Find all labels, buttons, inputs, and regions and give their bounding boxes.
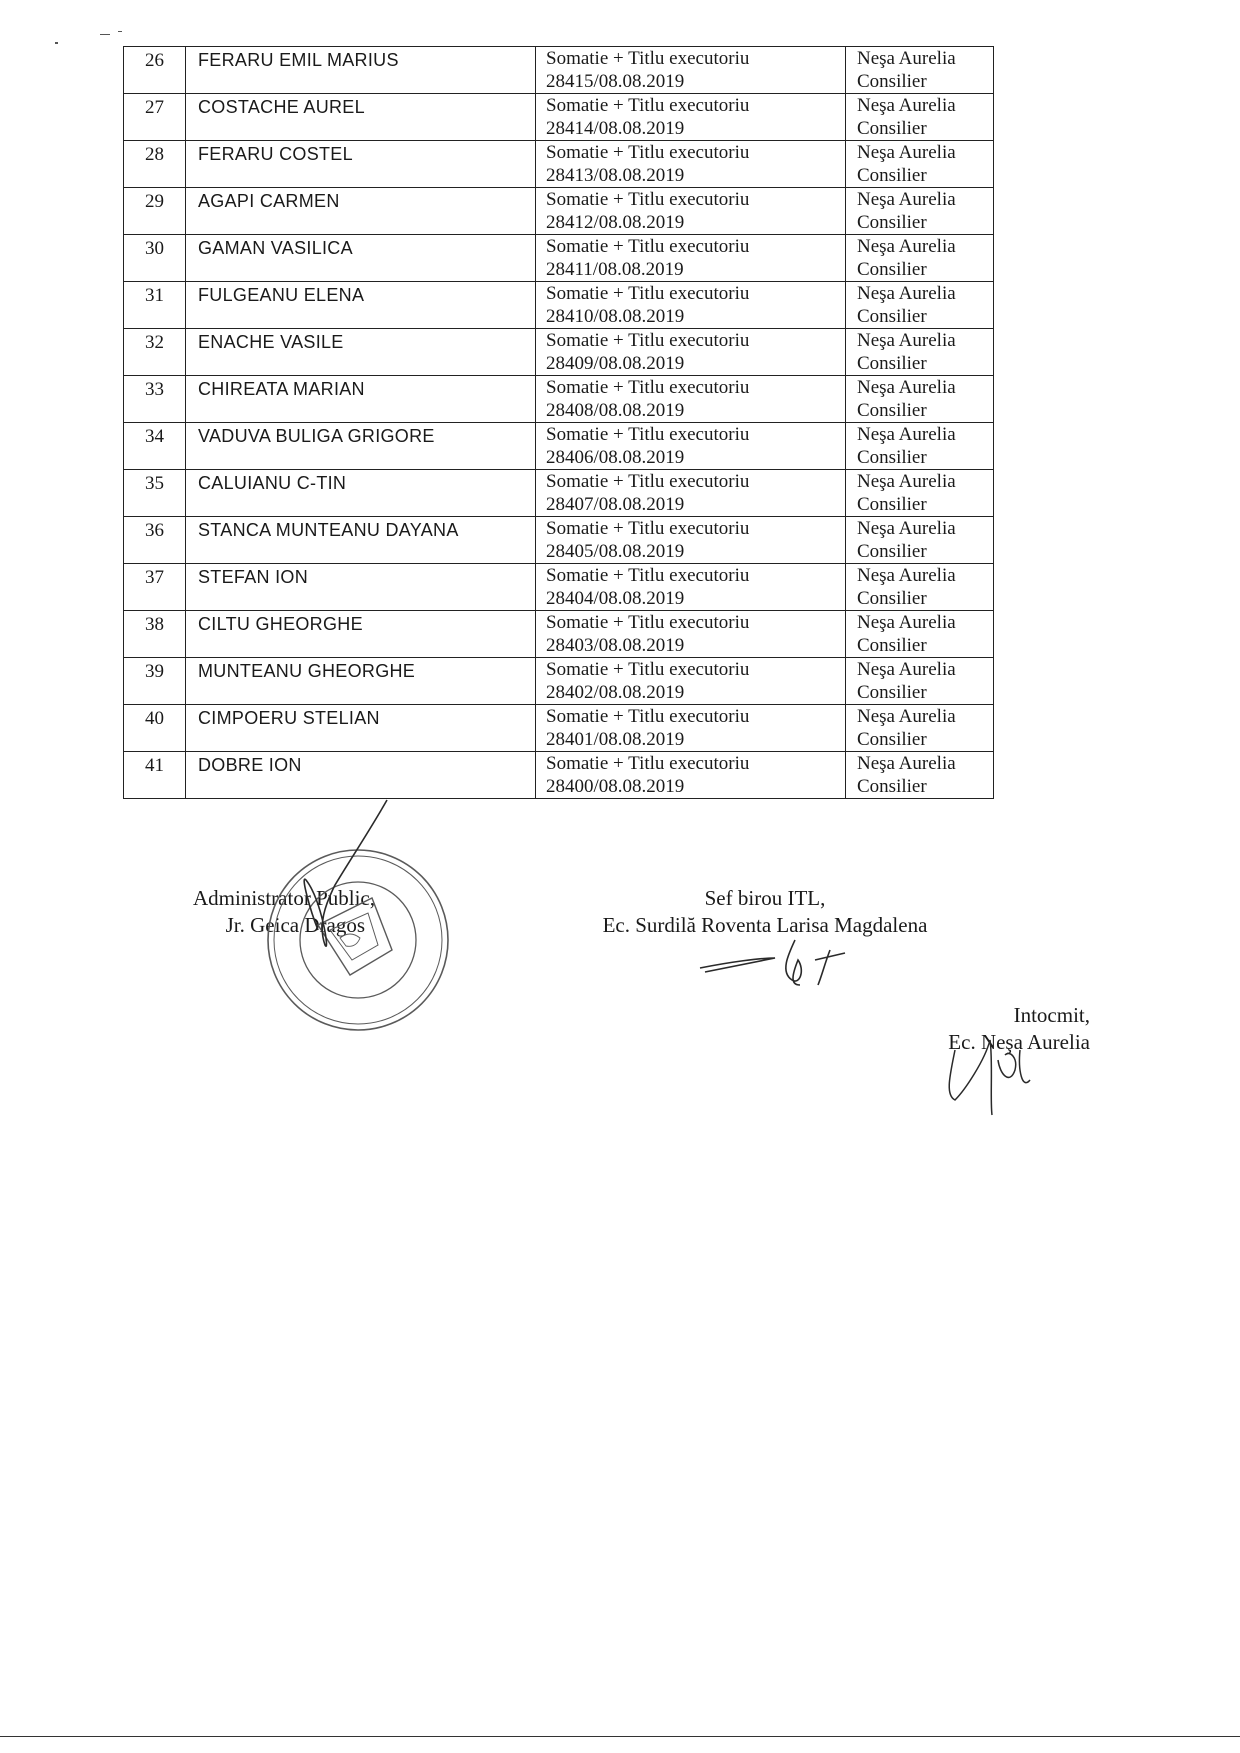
responsible-title: Consilier: [857, 635, 927, 656]
row-number-cell: [124, 423, 186, 470]
document-type: Somatie + Titlu executoriu: [546, 330, 750, 351]
admin-name: Jr. Geica Dragos: [225, 913, 365, 937]
document-cell: [536, 282, 846, 329]
row-number: 41: [145, 755, 164, 776]
row-number-cell: [124, 611, 186, 658]
document-cell: [536, 423, 846, 470]
row-number: 38: [145, 614, 164, 635]
row-number: 31: [145, 285, 164, 306]
document-number: 28414/08.08.2019: [546, 118, 685, 139]
responsible-name: Neşa Aurelia: [857, 565, 956, 586]
scan-speck: [55, 42, 58, 44]
name-cell: [186, 517, 536, 564]
responsible-cell: [846, 423, 994, 470]
official-stamp: [268, 850, 448, 1030]
document-number: 28404/08.08.2019: [546, 588, 685, 609]
responsible-name: Neşa Aurelia: [857, 48, 956, 69]
row-number-cell: [124, 141, 186, 188]
prepared-by-block: [900, 1002, 1090, 1056]
responsible-name: Neşa Aurelia: [857, 95, 956, 116]
row-number-cell: [124, 235, 186, 282]
bottom-rule: [0, 1736, 1240, 1737]
person-name: AGAPI CARMEN: [198, 191, 340, 211]
responsible-cell: [846, 752, 994, 799]
name-cell: [186, 705, 536, 752]
responsible-cell: [846, 564, 994, 611]
table-row: [124, 752, 994, 799]
itl-name: Ec. Surdilă Roventa Larisa Magdalena: [602, 913, 928, 937]
table-row: [124, 423, 994, 470]
document-number: 28403/08.08.2019: [546, 635, 685, 656]
responsible-title: Consilier: [857, 71, 927, 92]
responsible-cell: [846, 658, 994, 705]
person-name: MUNTEANU GHEORGHE: [198, 661, 416, 681]
document-type: Somatie + Titlu executoriu: [546, 753, 750, 774]
responsible-name: Neşa Aurelia: [857, 330, 956, 351]
row-number-cell: [124, 517, 186, 564]
document-type: Somatie + Titlu executoriu: [546, 612, 750, 633]
person-name: VADUVA BULIGA GRIGORE: [198, 426, 435, 446]
name-cell: [186, 141, 536, 188]
document-cell: [536, 752, 846, 799]
document-number: 28408/08.08.2019: [546, 400, 685, 421]
responsible-name: Neşa Aurelia: [857, 753, 956, 774]
person-name: CHIREATA MARIAN: [198, 379, 365, 399]
document-cell: [536, 329, 846, 376]
row-number-cell: [124, 376, 186, 423]
prepared-name: Ec. Neşa Aurelia: [948, 1030, 1090, 1054]
document-cell: [536, 564, 846, 611]
document-cell: [536, 235, 846, 282]
responsible-name: Neşa Aurelia: [857, 471, 956, 492]
document-number: 28401/08.08.2019: [546, 729, 685, 750]
responsible-name: Neşa Aurelia: [857, 424, 956, 445]
table-row: [124, 658, 994, 705]
document-type: Somatie + Titlu executoriu: [546, 95, 750, 116]
responsible-cell: [846, 282, 994, 329]
responsible-cell: [846, 329, 994, 376]
document-type: Somatie + Titlu executoriu: [546, 377, 750, 398]
row-number: 40: [145, 708, 164, 729]
row-number: 27: [145, 97, 164, 118]
name-cell: [186, 47, 536, 94]
person-name: ENACHE VASILE: [198, 332, 344, 352]
name-cell: [186, 564, 536, 611]
responsible-cell: [846, 376, 994, 423]
responsible-cell: [846, 47, 994, 94]
row-number-cell: [124, 94, 186, 141]
document-type: Somatie + Titlu executoriu: [546, 424, 750, 445]
person-name: GAMAN VASILICA: [198, 238, 353, 258]
name-cell: [186, 658, 536, 705]
name-cell: [186, 470, 536, 517]
document-number: 28412/08.08.2019: [546, 212, 685, 233]
table-row: [124, 470, 994, 517]
document-type: Somatie + Titlu executoriu: [546, 471, 750, 492]
person-name: CALUIANU C-TIN: [198, 473, 347, 493]
row-number-cell: [124, 564, 186, 611]
records-table: [123, 46, 994, 799]
responsible-title: Consilier: [857, 353, 927, 374]
document-cell: [536, 141, 846, 188]
name-cell: [186, 235, 536, 282]
person-name: STANCA MUNTEANU DAYANA: [198, 520, 459, 540]
row-number-cell: [124, 705, 186, 752]
responsible-title: Consilier: [857, 118, 927, 139]
document-type: Somatie + Titlu executoriu: [546, 142, 750, 163]
table-row: [124, 329, 994, 376]
document-cell: [536, 188, 846, 235]
document-type: Somatie + Titlu executoriu: [546, 236, 750, 257]
table-row: [124, 517, 994, 564]
row-number-cell: [124, 658, 186, 705]
row-number: 30: [145, 238, 164, 259]
document-cell: [536, 376, 846, 423]
row-number-cell: [124, 470, 186, 517]
responsible-title: Consilier: [857, 541, 927, 562]
document-type: Somatie + Titlu executoriu: [546, 659, 750, 680]
responsible-name: Neşa Aurelia: [857, 236, 956, 257]
document-cell: [536, 705, 846, 752]
table-row: [124, 94, 994, 141]
row-number-cell: [124, 188, 186, 235]
responsible-cell: [846, 705, 994, 752]
row-number: 33: [145, 379, 164, 400]
responsible-name: Neşa Aurelia: [857, 377, 956, 398]
row-number-cell: [124, 47, 186, 94]
admin-signature-block: [165, 885, 375, 939]
table-row: [124, 376, 994, 423]
responsible-title: Consilier: [857, 588, 927, 609]
responsible-title: Consilier: [857, 259, 927, 280]
responsible-cell: [846, 141, 994, 188]
responsible-title: Consilier: [857, 165, 927, 186]
responsible-title: Consilier: [857, 400, 927, 421]
person-name: FERARU COSTEL: [198, 144, 353, 164]
name-cell: [186, 611, 536, 658]
prepared-role: Intocmit,: [1013, 1003, 1090, 1027]
row-number-cell: [124, 752, 186, 799]
row-number: 34: [145, 426, 164, 447]
person-name: CILTU GHEORGHE: [198, 614, 363, 634]
admin-role: Administrator Public,: [193, 886, 375, 910]
name-cell: [186, 752, 536, 799]
responsible-name: Neşa Aurelia: [857, 706, 956, 727]
row-number-cell: [124, 329, 186, 376]
document-type: Somatie + Titlu executoriu: [546, 565, 750, 586]
name-cell: [186, 188, 536, 235]
itl-role: Sef birou ITL,: [704, 886, 826, 910]
document-number: 28402/08.08.2019: [546, 682, 685, 703]
table-row: [124, 611, 994, 658]
document-number: 28411/08.08.2019: [546, 259, 684, 280]
person-name: COSTACHE AUREL: [198, 97, 365, 117]
responsible-title: Consilier: [857, 682, 927, 703]
name-cell: [186, 282, 536, 329]
document-number: 28415/08.08.2019: [546, 71, 685, 92]
responsible-title: Consilier: [857, 447, 927, 468]
responsible-title: Consilier: [857, 306, 927, 327]
table-row: [124, 705, 994, 752]
name-cell: [186, 423, 536, 470]
responsible-name: Neşa Aurelia: [857, 189, 956, 210]
row-number: 32: [145, 332, 164, 353]
name-cell: [186, 376, 536, 423]
row-number: 29: [145, 191, 164, 212]
document-number: 28409/08.08.2019: [546, 353, 685, 374]
person-name: FERARU EMIL MARIUS: [198, 50, 399, 70]
document-cell: [536, 47, 846, 94]
responsible-name: Neşa Aurelia: [857, 142, 956, 163]
document-number: 28410/08.08.2019: [546, 306, 685, 327]
document-cell: [536, 94, 846, 141]
responsible-title: Consilier: [857, 494, 927, 515]
table-row: [124, 47, 994, 94]
document-type: Somatie + Titlu executoriu: [546, 48, 750, 69]
responsible-title: Consilier: [857, 212, 927, 233]
row-number: 39: [145, 661, 164, 682]
document-type: Somatie + Titlu executoriu: [546, 518, 750, 539]
person-name: CIMPOERU STELIAN: [198, 708, 380, 728]
document-number: 28400/08.08.2019: [546, 776, 685, 797]
responsible-cell: [846, 611, 994, 658]
records-table-body: [124, 47, 994, 799]
document-type: Somatie + Titlu executoriu: [546, 283, 750, 304]
responsible-cell: [846, 517, 994, 564]
table-row: [124, 564, 994, 611]
responsible-cell: [846, 235, 994, 282]
row-number: 36: [145, 520, 164, 541]
person-name: FULGEANU ELENA: [198, 285, 365, 305]
responsible-title: Consilier: [857, 729, 927, 750]
responsible-cell: [846, 94, 994, 141]
responsible-name: Neşa Aurelia: [857, 612, 956, 633]
row-number: 28: [145, 144, 164, 165]
table-row: [124, 282, 994, 329]
document-cell: [536, 611, 846, 658]
responsible-cell: [846, 188, 994, 235]
scan-speck: [100, 34, 110, 35]
document-cell: [536, 517, 846, 564]
person-name: DOBRE ION: [198, 755, 302, 775]
document-number: 28405/08.08.2019: [546, 541, 685, 562]
responsible-cell: [846, 470, 994, 517]
document-type: Somatie + Titlu executoriu: [546, 189, 750, 210]
document-cell: [536, 658, 846, 705]
person-name: STEFAN ION: [198, 567, 309, 587]
row-number: 35: [145, 473, 164, 494]
itl-signature: [700, 940, 845, 985]
itl-signature-block: [575, 885, 955, 939]
name-cell: [186, 94, 536, 141]
responsible-title: Consilier: [857, 776, 927, 797]
responsible-name: Neşa Aurelia: [857, 283, 956, 304]
table-row: [124, 235, 994, 282]
scan-speck: [118, 31, 122, 32]
document-number: 28413/08.08.2019: [546, 165, 685, 186]
row-number: 37: [145, 567, 164, 588]
table-row: [124, 141, 994, 188]
row-number: 26: [145, 50, 164, 71]
document-cell: [536, 470, 846, 517]
row-number-cell: [124, 282, 186, 329]
table-row: [124, 188, 994, 235]
responsible-name: Neşa Aurelia: [857, 659, 956, 680]
responsible-name: Neşa Aurelia: [857, 518, 956, 539]
name-cell: [186, 329, 536, 376]
document-number: 28406/08.08.2019: [546, 447, 685, 468]
document-number: 28407/08.08.2019: [546, 494, 685, 515]
document-type: Somatie + Titlu executoriu: [546, 706, 750, 727]
